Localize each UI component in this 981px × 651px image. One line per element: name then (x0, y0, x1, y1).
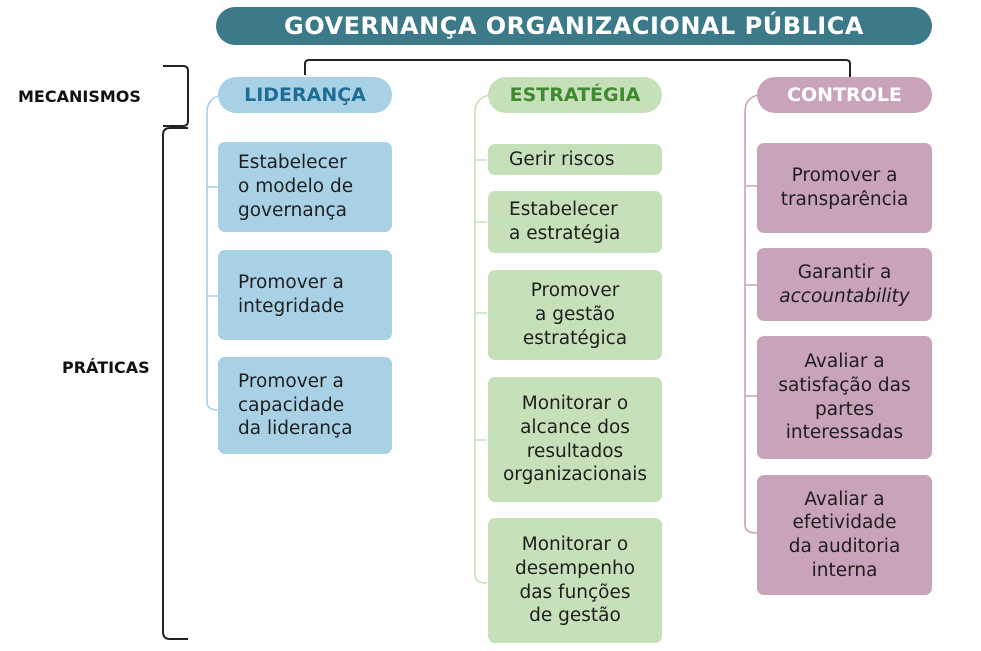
mecanismos-brace (163, 66, 188, 126)
mechanism-controle: CONTROLE (757, 77, 932, 113)
practice-box (488, 518, 662, 643)
practice-text: Promover a capacidade da liderança (238, 370, 353, 440)
practice-box (757, 475, 932, 595)
practice-text: Monitorar o desempenho das funções de gestão (514, 534, 636, 627)
practice-text: Monitorar o alcance dos resultados organizacionais (502, 393, 648, 486)
practice-box (218, 250, 392, 340)
mechanism-estrategia: ESTRATÉGIA (488, 77, 662, 113)
practice-box (757, 248, 932, 321)
practice-text: Estabelecer o modelo de governança (238, 152, 354, 221)
practice-box (218, 142, 392, 232)
practice-box (218, 357, 392, 454)
practice-box (488, 377, 662, 502)
practice-text: Promover a transparência (780, 165, 909, 210)
practice-text: Avaliar a satisfação das partes interessadas (778, 351, 911, 444)
practice-box (757, 143, 932, 233)
practice-text-italic: accountability (779, 285, 910, 307)
title-connector (305, 60, 850, 77)
practice-text: Promover a integridade (238, 272, 345, 317)
practice-box (757, 336, 932, 459)
practice-text: Promover a gestão estratégica (522, 280, 628, 349)
praticas-label: PRÁTICAS (62, 358, 150, 377)
practice-text: Avaliar a efetividade da auditoria interna (788, 488, 901, 581)
praticas-brace (163, 128, 188, 639)
practice-box (488, 144, 662, 175)
practice-box (488, 270, 662, 360)
practice-text: Estabelecer a estratégia (509, 199, 621, 244)
diagram-title: GOVERNANÇA ORGANIZACIONAL PÚBLICA (216, 7, 932, 45)
mechanism-lideranca: LIDERANÇA (218, 77, 392, 113)
practice-text: Garantir a (797, 261, 892, 283)
practice-text: Gerir riscos (509, 148, 615, 170)
practice-box (488, 191, 662, 253)
mecanismos-label: MECANISMOS (18, 87, 141, 106)
